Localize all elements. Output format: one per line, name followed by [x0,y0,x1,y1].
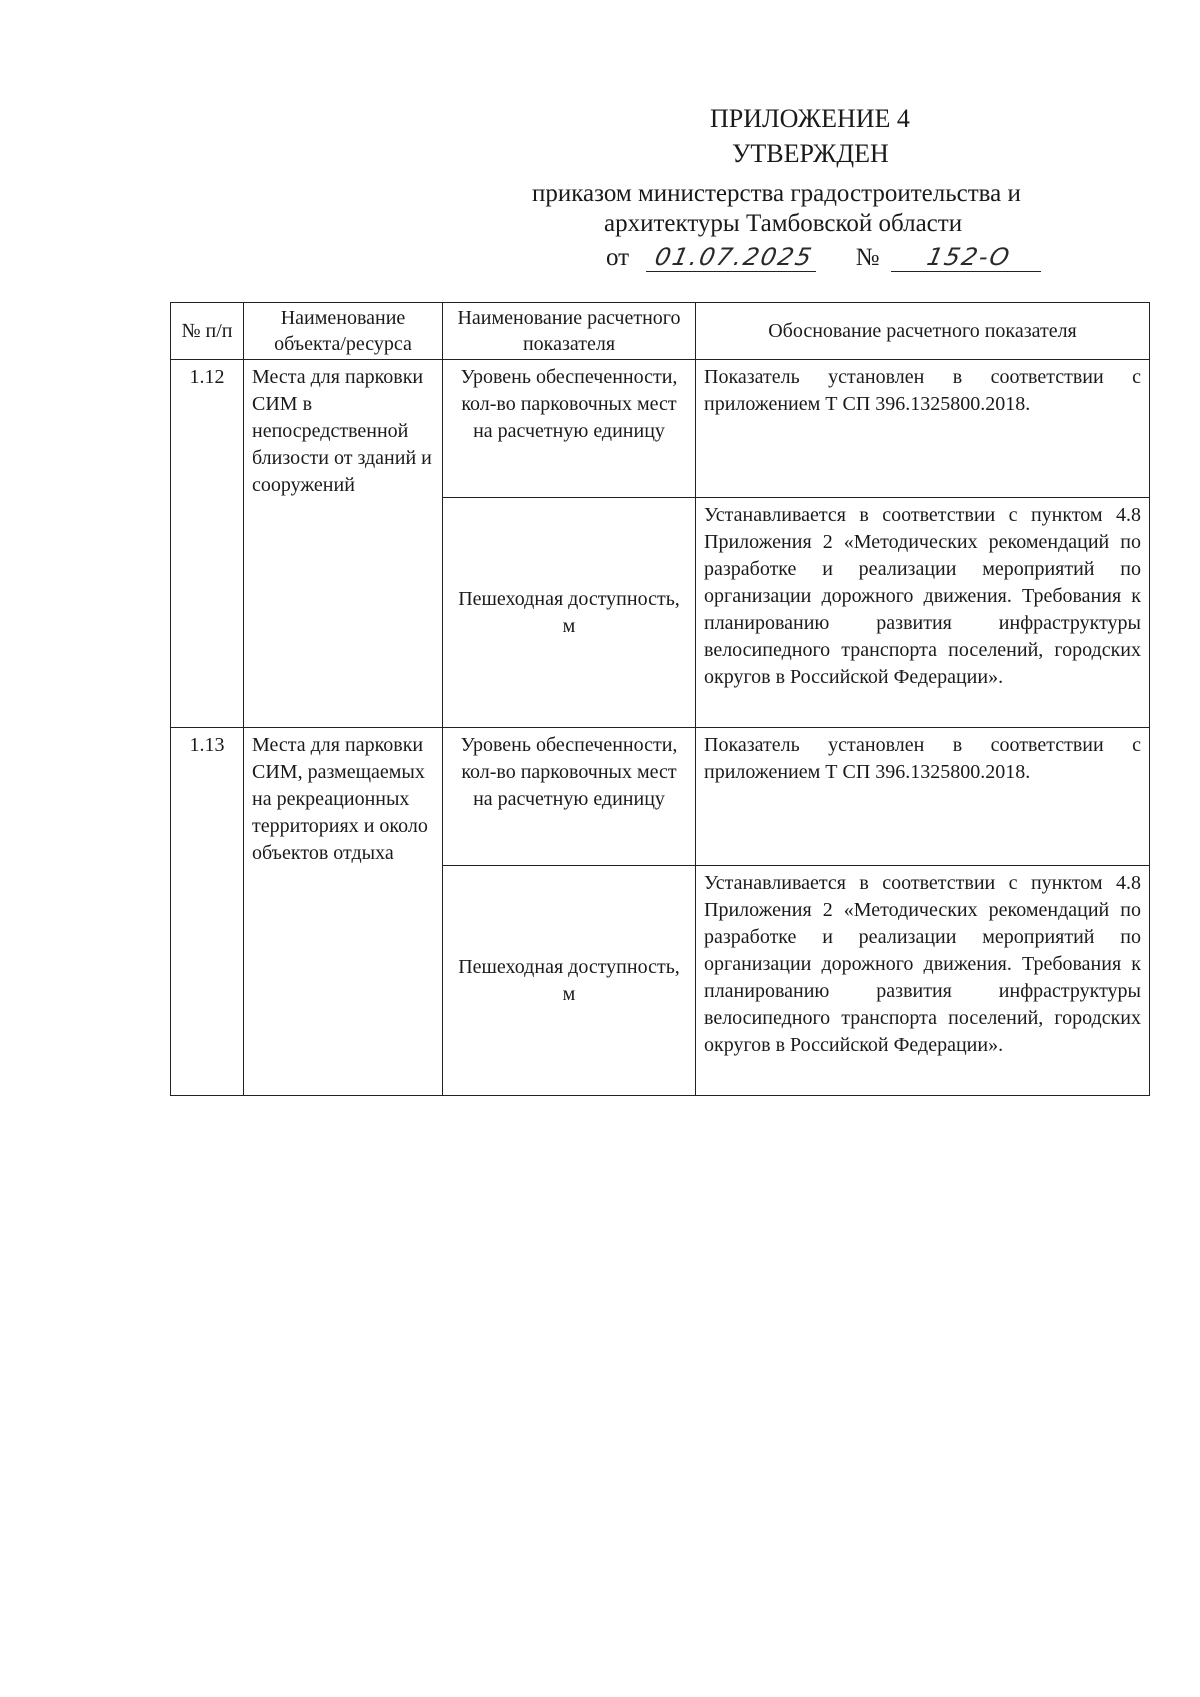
header-object: Наименование объекта/ресурса [244,303,443,360]
indicator-name: Пешеходная доступность, м [443,498,696,728]
header-justification: Обоснование расчетного показателя [696,303,1150,360]
indicator-name: Уровень обеспеченности, кол-во парковочных мест на расчетную единицу [443,728,696,866]
table-row [171,728,1150,866]
object-name: Места для парковки СИМ, размещаемых на рекреационных территориях и около объектов отдыха [244,728,443,1096]
from-label: от [606,244,630,271]
table-header-row [171,303,1150,360]
table-row [171,360,1150,498]
row-number: 1.13 [171,728,244,1096]
order-date-number-line [606,243,1044,273]
handwritten-number: 152-О [891,243,1047,272]
approved-title: УТВЕРЖДЕН [732,139,889,168]
appendix-title: ПРИЛОЖЕНИЕ 4 [710,104,910,133]
object-name: Места для парковки СИМ в непосредственной близости от зданий и сооружений [244,360,443,728]
order-line-1: приказом министерства градостроительства и [532,180,1021,207]
indicator-justification: Показатель установлен в соответствии с приложением Т СП 396.1325800.2018. [696,728,1150,866]
handwritten-date: 01.07.2025 [646,243,822,272]
header-indicator: Наименование расчетного показателя [443,303,696,360]
indicator-justification: Устанавливается в соответствии с пунктом 4.8 Приложения 2 «Методических рекомендаций по разработке и реализации мероприятий по организации дорожного движения. Требования к планированию развития инфраструктуры велосипедного транспорта поселений, городских округов в Российской Федерации». [696,866,1150,1096]
row-number: 1.12 [171,360,244,728]
header-no: № п/п [171,303,244,360]
indicator-justification: Показатель установлен в соответствии с приложением Т СП 396.1325800.2018. [696,360,1150,498]
number-label: № [855,244,880,271]
indicator-justification: Устанавливается в соответствии с пунктом 4.8 Приложения 2 «Методических рекомендаций по разработке и реализации мероприятий по организации дорожного движения. Требования к планированию развития инфраструктуры велосипедного транспорта поселений, городских округов в Российской Федерации». [696,498,1150,728]
indicator-name: Уровень обеспеченности, кол-во парковочных мест на расчетную единицу [443,360,696,498]
indicator-name: Пешеходная доступность, м [443,866,696,1096]
order-line-2: архитектуры Тамбовской области [604,210,963,237]
norms-table [170,302,1150,1096]
